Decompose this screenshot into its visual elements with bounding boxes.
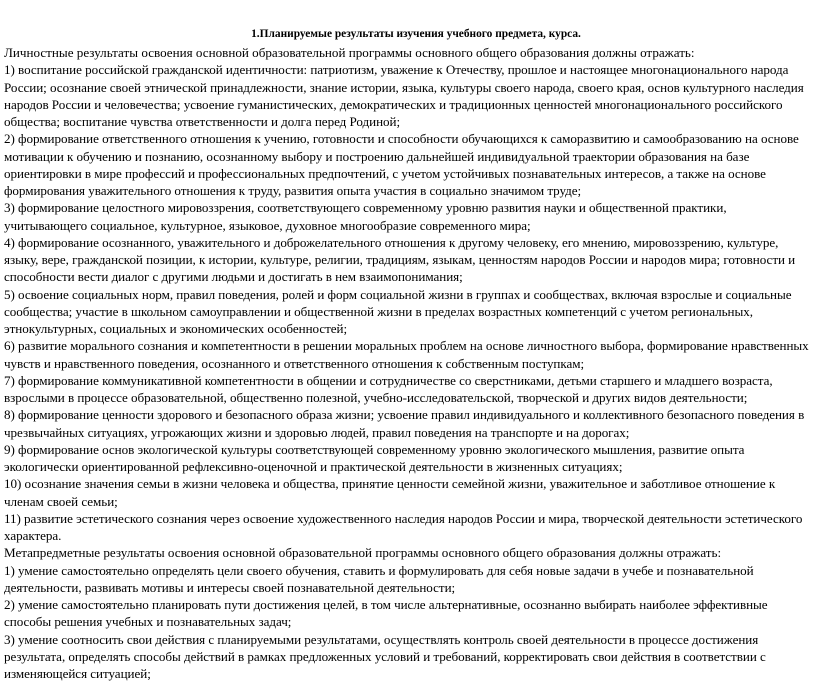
personal-item-2: 2) формирование ответственного отношения к учению, готовности и способности обучающихся к саморазвитию и самообразованию на основе мотивации к обучению и познанию, осознанному выбору и построению дальнейшей индивидуальной траектории образования на базе ориентировки в мире профессий и профессиональных предпочтений, с учетом устойчивых познавательных интересов, а также на основе формирования уважительного отношения к труду, развития опыта участия в социально значимом труде;: [4, 130, 812, 199]
personal-item-5: 5) освоение социальных норм, правил поведения, ролей и форм социальной жизни в группах и сообществах, включая взрослые и социальные сообщества; участие в школьном самоуправлении и общественной жизни в пределах возрастных компетенций с учетом региональных, этнокультурных, социальных и экономических особенностей;: [4, 286, 812, 338]
document-page: [4, 26, 812, 682]
meta-item-2: 2) умение самостоятельно планировать пути достижения целей, в том числе альтернативные, осознанно выбирать наиболее эффективные способы решения учебных и познавательных задач;: [4, 596, 812, 631]
meta-item-1: 1) умение самостоятельно определять цели своего обучения, ставить и формулировать для себя новые задачи в учебе и познавательной деятельности, развивать мотивы и интересы своей познавательной деятельности;: [4, 562, 812, 597]
personal-item-4: 4) формирование осознанного, уважительного и доброжелательного отношения к другому человеку, его мнению, мировоззрению, культуре, языку, вере, гражданской позиции, к истории, культуре, религии, традициям, языкам, ценностям народов России и народов мира; готовности и способности вести диалог с другими людьми и достигать в нем взаимопонимания;: [4, 234, 812, 286]
personal-item-7: 7) формирование коммуникативной компетентности в общении и сотрудничестве со сверстниками, детьми старшего и младшего возраста, взрослыми в процессе образовательной, общественно полезной, учебно-исследовательской, творческой и других видов деятельности;: [4, 372, 812, 407]
document-title: 1.Планируемые результаты изучения учебного предмета, курса.: [4, 26, 812, 43]
personal-item-11: 11) развитие эстетического сознания через освоение художественного наследия народов России и мира, творческой деятельности эстетического характера.: [4, 510, 812, 545]
personal-item-1: 1) воспитание российской гражданской идентичности: патриотизм, уважение к Отечеству, прошлое и настоящее многонационального народа России; осознание своей этнической принадлежности, знание истории, языка, культуры своего народа, своего края, основ культурного наследия народов России и человечества; усвоение гуманистических, демократических и традиционных ценностей многонационального российского общества; воспитание чувства ответственности и долга перед Родиной;: [4, 61, 812, 130]
meta-results-intro: Метапредметные результаты освоения основной образовательной программы основного общего образования должны отражать:: [4, 544, 812, 561]
personal-item-9: 9) формирование основ экологической культуры соответствующей современному уровню экологического мышления, развитие опыта экологически ориентированной рефлексивно-оценочной и практической деятельности в жизненных ситуациях;: [4, 441, 812, 476]
personal-item-10: 10) осознание значения семьи в жизни человека и общества, принятие ценности семейной жизни, уважительное и заботливое отношение к членам своей семьи;: [4, 475, 812, 510]
personal-item-6: 6) развитие морального сознания и компетентности в решении моральных проблем на основе личностного выбора, формирование нравственных чувств и нравственного поведения, осознанного и ответственного отношения к собственным поступкам;: [4, 337, 812, 372]
personal-item-8: 8) формирование ценности здорового и безопасного образа жизни; усвоение правил индивидуального и коллективного безопасного поведения в чрезвычайных ситуациях, угрожающих жизни и здоровью людей, правил поведения на транспорте и на дорогах;: [4, 406, 812, 441]
personal-results-intro: Личностные результаты освоения основной образовательной программы основного общего образования должны отражать:: [4, 44, 812, 61]
personal-item-3: 3) формирование целостного мировоззрения, соответствующего современному уровню развития науки и общественной практики, учитывающего социальное, культурное, языковое, духовное многообразие современного мира;: [4, 199, 812, 234]
meta-item-3: 3) умение соотносить свои действия с планируемыми результатами, осуществлять контроль своей деятельности в процессе достижения результата, определять способы действий в рамках предложенных условий и требований, корректировать свои действия в соответствии с изменяющейся ситуацией;: [4, 631, 812, 682]
